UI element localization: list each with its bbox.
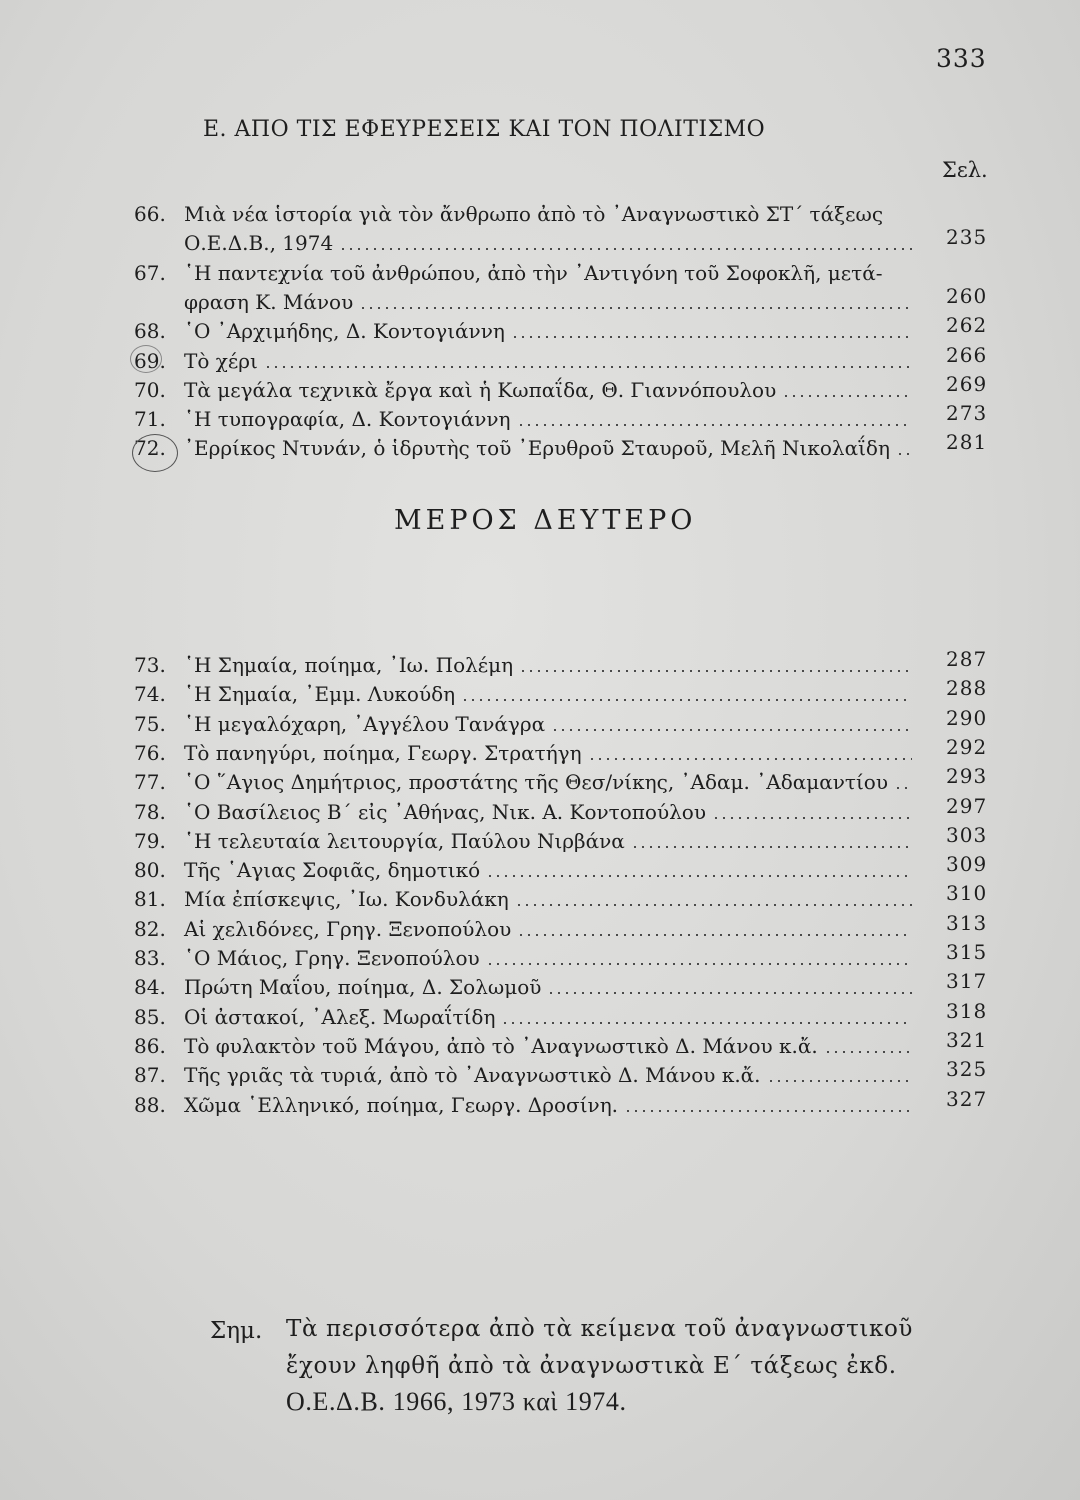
toc-entry-line xyxy=(134,973,994,1002)
dot-leader xyxy=(894,787,912,789)
entry-title: Οἱ ἀστακοί, ᾿Αλεξ. Μωραΐτίδη xyxy=(184,1004,496,1029)
entry-page-number: 325 xyxy=(946,1057,988,1082)
entry-number: 70. xyxy=(134,377,166,402)
toc-entry-line xyxy=(134,680,994,709)
entry-number: 75. xyxy=(134,711,166,736)
toc-entry-line xyxy=(134,317,994,346)
entry-number: 85. xyxy=(134,1004,166,1029)
entry-page-number: 303 xyxy=(946,822,988,847)
dot-leader xyxy=(486,875,912,877)
entry-page-number: 288 xyxy=(946,676,988,701)
entry-number: 80. xyxy=(134,858,166,883)
entry-title: Αἱ χελιδόνες, Γρηγ. Ξενοπούλου xyxy=(184,916,512,941)
pages-column-label: Σελ. xyxy=(942,158,988,182)
toc-entry-line xyxy=(134,915,994,944)
entry-number: 77. xyxy=(134,770,166,795)
entry-page-number: 292 xyxy=(946,734,988,759)
entry-page-number: 287 xyxy=(946,647,988,671)
entry-number: 68. xyxy=(134,319,166,344)
dot-leader xyxy=(767,1080,912,1082)
dot-leader xyxy=(824,1051,912,1053)
dot-leader xyxy=(486,963,912,965)
entry-title: ῾Η τυπογραφία, Δ. Κοντογιάννη xyxy=(184,407,511,432)
entry-page-number: 310 xyxy=(946,881,988,906)
entry-title: ῾Η μεγαλόχαρη, ᾿Αγγέλου Τανάγρα xyxy=(184,711,546,736)
entry-title: ῾Ο ᾿Αρχιμήδης, Δ. Κοντογιάννη xyxy=(184,319,505,344)
toc-entry-line xyxy=(134,710,994,739)
entry-number: 81. xyxy=(134,887,166,912)
part-two-heading: ΜΕΡΟΣ ΔΕΥΤΕΡΟ xyxy=(394,505,697,536)
toc-entry-line xyxy=(134,827,994,856)
entry-page-number: 315 xyxy=(946,940,988,964)
entry-page-number: 260 xyxy=(946,283,988,308)
entry-title: Τὰ μεγάλα τεχνικὰ ἔργα καὶ ἡ Κωπαΐδα, Θ. Γιαννόπουλου xyxy=(184,377,777,402)
entry-page-number: 327 xyxy=(946,1086,988,1111)
entry-number: 73. xyxy=(134,653,166,677)
dot-leader xyxy=(624,1110,912,1112)
note-line: Ο.Ε.Δ.Β. 1966, 1973 καὶ 1974. xyxy=(286,1387,627,1416)
entry-number: 69. xyxy=(134,348,166,373)
entry-title: Τῆς ῾Αγιας Σοφιᾶς, δημοτικό xyxy=(184,858,481,883)
note-label: Σημ. xyxy=(210,1318,263,1344)
entry-page-number: 269 xyxy=(946,371,988,396)
entry-page-number: 262 xyxy=(946,313,988,338)
toc-entry-line xyxy=(134,768,994,797)
entry-number: 78. xyxy=(134,799,166,824)
entry-number: 67. xyxy=(134,260,166,285)
entry-number: 76. xyxy=(134,740,166,765)
toc-entry-line xyxy=(134,1061,994,1090)
entry-title: Τῆς γριᾶς τὰ τυριά, ἀπὸ τὸ ᾿Αναγνωστικὸ Δ. Μάνου κ.ἄ. xyxy=(184,1063,761,1088)
entry-number: 71. xyxy=(134,407,166,432)
entry-page-number: 313 xyxy=(946,910,988,935)
entry-title: Τὸ χέρι xyxy=(184,348,258,373)
toc-entry-line xyxy=(134,288,994,317)
toc-entry-line xyxy=(134,739,994,768)
toc-entry-line xyxy=(134,798,994,827)
dot-leader xyxy=(551,729,912,731)
note-line: ἔχουν ληφθῆ ἀπὸ τὰ ἀναγνωστικὰ Ε΄ τάξεως ἐκδ. xyxy=(286,1353,897,1379)
entry-number: 87. xyxy=(134,1063,166,1088)
toc-entry-line xyxy=(134,259,994,288)
section-heading: Ε. ΑΠΟ ΤΙΣ ΕΦΕΥΡΕΣΕΙΣ ΚΑΙ ΤΟΝ ΠΟΛΙΤΙΣΜΟ xyxy=(203,117,766,142)
note-line: Τὰ περισσότερα ἀπὸ τὰ κείμενα τοῦ ἀναγνωστικοῦ xyxy=(286,1316,914,1342)
entry-page-number: 273 xyxy=(946,401,988,426)
dot-leader xyxy=(588,758,912,760)
entry-title: Μία ἐπίσκεψις, ᾿Ιω. Κονδυλάκη xyxy=(184,887,509,912)
toc-entry-line xyxy=(134,229,994,258)
page-number: 333 xyxy=(936,44,987,73)
dot-leader xyxy=(339,248,912,250)
toc-entry-line xyxy=(134,1091,994,1120)
dot-leader xyxy=(515,904,912,906)
entry-title: ῾Η τελευταία λειτουργία, Παύλου Νιρβάνα xyxy=(184,828,625,853)
toc-entry-line xyxy=(134,200,994,229)
entry-number: 86. xyxy=(134,1033,166,1058)
entry-page-number: 281 xyxy=(946,430,988,455)
toc-entry-line xyxy=(134,651,994,680)
entry-title: Χῶμα ῾Ελληνικό, ποίημα, Γεωργ. Δροσίνη. xyxy=(184,1092,619,1117)
entry-title: ῾Η παντεχνία τοῦ ἀνθρώπου, ἀπὸ τὴν ᾿Αντιγόνη τοῦ Σοφοκλῆ, μετά- xyxy=(184,260,883,285)
entry-page-number: 235 xyxy=(946,225,988,250)
dot-leader xyxy=(517,424,912,426)
entry-title: ῾Η Σημαία, ποίημα, ᾿Ιω. Πολέμη xyxy=(184,653,514,677)
entry-title: Ο.Ε.Δ.Β., 1974 xyxy=(184,231,334,256)
toc-entry-line xyxy=(134,856,994,885)
entry-title: Πρώτη Μαΐου, ποίημα, Δ. Σολωμοῦ xyxy=(184,975,542,1000)
dot-leader xyxy=(461,699,912,701)
entry-number: 74. xyxy=(134,682,166,707)
entry-number: 84. xyxy=(134,975,166,1000)
dot-leader xyxy=(264,366,912,368)
entry-number: 66. xyxy=(134,202,166,226)
entry-page-number: 309 xyxy=(946,852,988,877)
entry-number: 79. xyxy=(134,828,166,853)
toc-entry-line xyxy=(134,405,994,434)
dot-leader xyxy=(501,1022,912,1024)
entry-page-number: 321 xyxy=(946,1027,988,1052)
entry-page-number: 297 xyxy=(946,793,988,818)
pen-circle-mark xyxy=(132,434,178,472)
toc-entry-line xyxy=(134,885,994,914)
toc-entry-line xyxy=(134,347,994,376)
entry-title: ῾Ο ῞Αγιος Δημήτριος, προστάτης τῆς Θεσ/νίκης, ᾿Αδαμ. ᾿Αδαμαντίου xyxy=(184,770,889,795)
entry-title: ῾Ο Βασίλειος Β΄ εἰς ᾿Αθήνας, Νικ. Α. Κοντοπούλου xyxy=(184,799,706,824)
entry-title: ῾Η Σημαία, ᾿Εμμ. Λυκούδη xyxy=(184,682,456,707)
toc-entry-line xyxy=(134,1003,994,1032)
dot-leader xyxy=(517,934,912,936)
pen-circle-mark xyxy=(130,345,162,373)
entry-page-number: 290 xyxy=(946,705,988,730)
entry-title: φραση Κ. Μάνου xyxy=(184,289,354,314)
entry-page-number: 266 xyxy=(946,342,988,367)
dot-leader xyxy=(547,992,912,994)
entry-title: Τὸ φυλακτὸν τοῦ Μάγου, ἀπὸ τὸ ᾿Αναγνωστικὸ Δ. Μάνου κ.ἄ. xyxy=(184,1033,818,1058)
dot-leader xyxy=(511,336,912,338)
toc-entry-line xyxy=(134,1032,994,1061)
entry-page-number: 318 xyxy=(946,998,988,1023)
dot-leader xyxy=(782,395,912,397)
entry-title: ῾Ο Μάιος, Γρηγ. Ξενοπούλου xyxy=(184,946,480,970)
entry-number: 72. xyxy=(134,436,166,461)
toc-entry-line xyxy=(134,376,994,405)
dot-leader xyxy=(519,670,912,672)
dot-leader xyxy=(359,307,912,309)
entry-page-number: 293 xyxy=(946,764,988,789)
dot-leader xyxy=(896,453,912,455)
entry-number: 82. xyxy=(134,916,166,941)
dot-leader xyxy=(631,846,912,848)
entry-title: Μιὰ νέα ἱστορία γιὰ τὸν ἄνθρωπο ἀπὸ τὸ ᾿Αναγνωστικὸ ΣΤ΄ τάξεως xyxy=(184,202,884,226)
entry-title: Τὸ πανηγύρι, ποίημα, Γεωργ. Στρατήγη xyxy=(184,740,582,765)
entry-number: 88. xyxy=(134,1092,166,1117)
entry-number: 83. xyxy=(134,946,166,970)
entry-title: ᾿Ερρίκος Ντυνάν, ὁ ἱδρυτὴς τοῦ ᾿Ερυθροῦ Σταυροῦ, Μελῆ Νικολαΐδη xyxy=(184,436,890,461)
toc-entry-line xyxy=(134,434,994,463)
toc-entry-line xyxy=(134,944,994,973)
entry-page-number: 317 xyxy=(946,969,988,994)
dot-leader xyxy=(712,817,912,819)
